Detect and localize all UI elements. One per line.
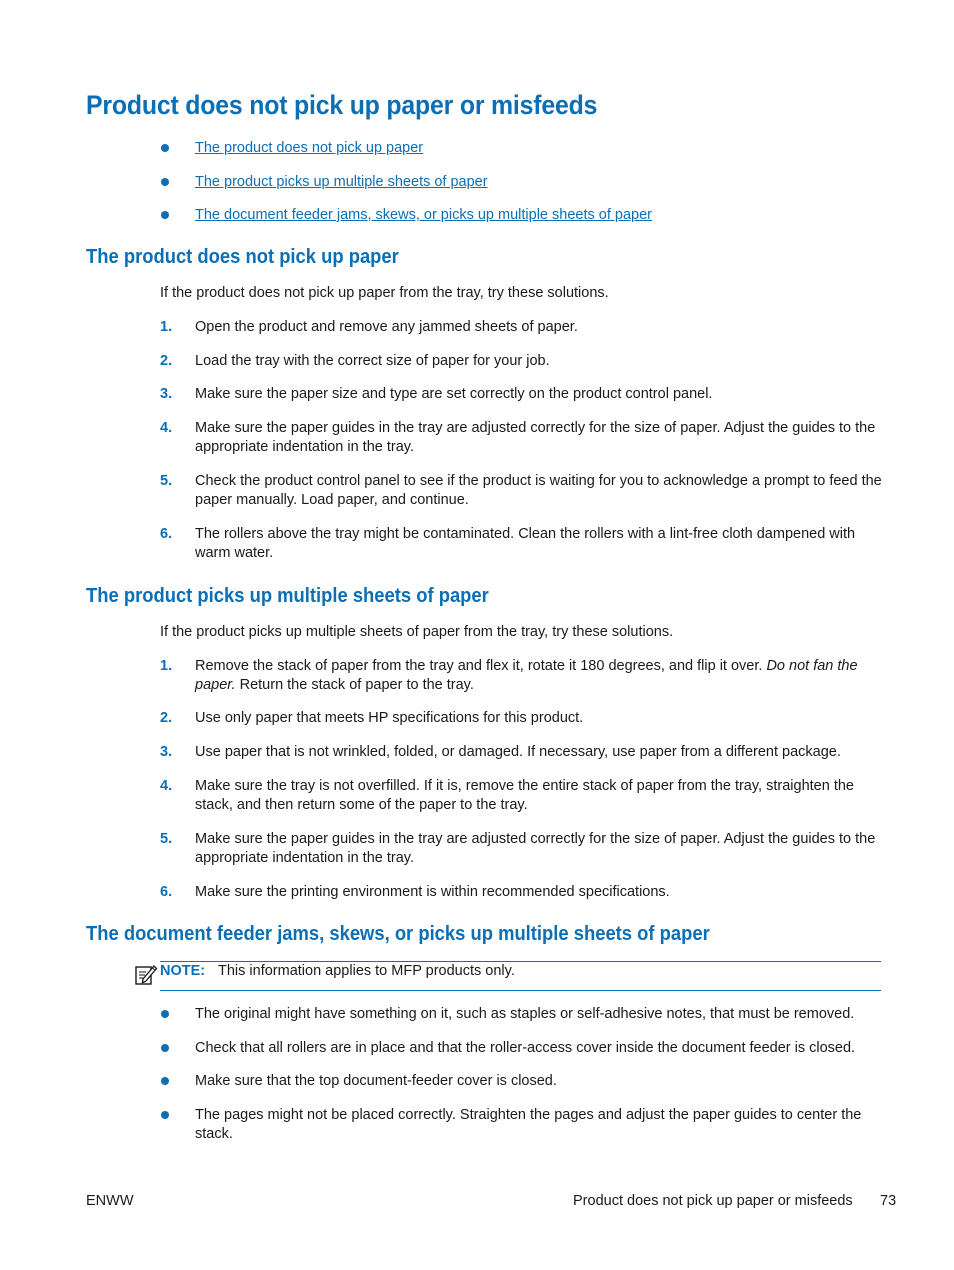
step-text: Make sure the printing environment is within recommended specifications. (195, 884, 670, 900)
note-text: This information applies to MFP products only. (218, 963, 515, 979)
bullet-icon (161, 1077, 169, 1085)
section-intro: If the product picks up multiple sheets of paper from the tray, try these solutions. (160, 624, 674, 640)
toc-link-no-pickup[interactable]: The product does not pick up paper (195, 140, 424, 156)
list-item: Check that all rollers are in place and that the roller-access cover inside the document feeder is closed. (195, 1040, 856, 1056)
step-text: Open the product and remove any jammed sheets of paper. (195, 319, 578, 335)
step-number: 2. (160, 710, 173, 726)
step-number: 2. (160, 353, 173, 369)
step-number: 5. (160, 473, 173, 489)
list-item: The original might have something on it, such as staples or self-adhesive notes, that must be removed. (195, 1006, 855, 1022)
step-text: Remove the stack of paper from the tray and flex it, rotate it 180 degrees, and flip it over. Do not fan the paper. Return the stack of paper to the tray. (195, 658, 858, 693)
step-number: 4. (160, 420, 173, 436)
bullet-icon (161, 144, 169, 152)
step-text: Use paper that is not wrinkled, folded, or damaged. If necessary, use paper from a different package. (195, 744, 841, 760)
bullet-icon (161, 178, 169, 186)
step-text: Make sure the tray is not overfilled. If it is, remove the entire stack of paper from the tray, straighten the stack, and then return some of the paper to the tray. (195, 778, 854, 813)
section-intro: If the product does not pick up paper from the tray, try these solutions. (160, 285, 609, 301)
step-number: 6. (160, 884, 173, 900)
step-text: Make sure the paper guides in the tray are adjusted correctly for the size of paper. Adjust the guides to the appropriate indentation in the tray. (195, 831, 876, 866)
bullet-icon (161, 211, 169, 219)
section-heading-document-feeder: The document feeder jams, skews, or picks up multiple sheets of paper (86, 923, 710, 945)
section-heading-multiple-sheets: The product picks up multiple sheets of paper (86, 585, 489, 607)
footer-left-label: ENWW (86, 1193, 134, 1209)
toc-link-document-feeder[interactable]: The document feeder jams, skews, or picks up multiple sheets of paper (195, 207, 652, 223)
section-heading-no-pickup: The product does not pick up paper (86, 246, 399, 268)
bullet-icon (161, 1010, 169, 1018)
note-pencil-icon (134, 962, 158, 986)
step-number: 1. (160, 658, 173, 674)
step-number: 3. (160, 744, 173, 760)
list-item: Make sure that the top document-feeder cover is closed. (195, 1073, 557, 1089)
bullet-icon (161, 1044, 169, 1052)
bullet-icon (161, 1111, 169, 1119)
step-text: Check the product control panel to see if the product is waiting for you to acknowledge a prompt to feed the paper manually. Load paper, and continue. (195, 473, 882, 508)
step-text: Load the tray with the correct size of paper for your job. (195, 353, 550, 369)
step-text: Make sure the paper size and type are set correctly on the product control panel. (195, 386, 713, 402)
step-number: 6. (160, 526, 173, 542)
note-bottom-rule (160, 990, 881, 991)
step-number: 3. (160, 386, 173, 402)
step-text: Make sure the paper guides in the tray are adjusted correctly for the size of paper. Adjust the guides to the appropriate indentation in the tray. (195, 420, 876, 455)
toc-link-multiple-sheets[interactable]: The product picks up multiple sheets of paper (195, 174, 488, 190)
page-number: 73 (880, 1193, 897, 1209)
step-text: The rollers above the tray might be contaminated. Clean the rollers with a lint-free cloth dampened with warm water. (195, 526, 856, 561)
page-title: Product does not pick up paper or misfeeds (86, 90, 598, 120)
step-number: 4. (160, 778, 173, 794)
footer-chapter-title: Product does not pick up paper or misfeeds (573, 1193, 853, 1209)
step-number: 5. (160, 831, 173, 847)
note-label: NOTE: (160, 963, 206, 979)
step-number: 1. (160, 319, 173, 335)
list-item: The pages might not be placed correctly. Straighten the pages and adjust the paper guides to center the stack. (195, 1107, 862, 1142)
step-text: Use only paper that meets HP specifications for this product. (195, 710, 584, 726)
